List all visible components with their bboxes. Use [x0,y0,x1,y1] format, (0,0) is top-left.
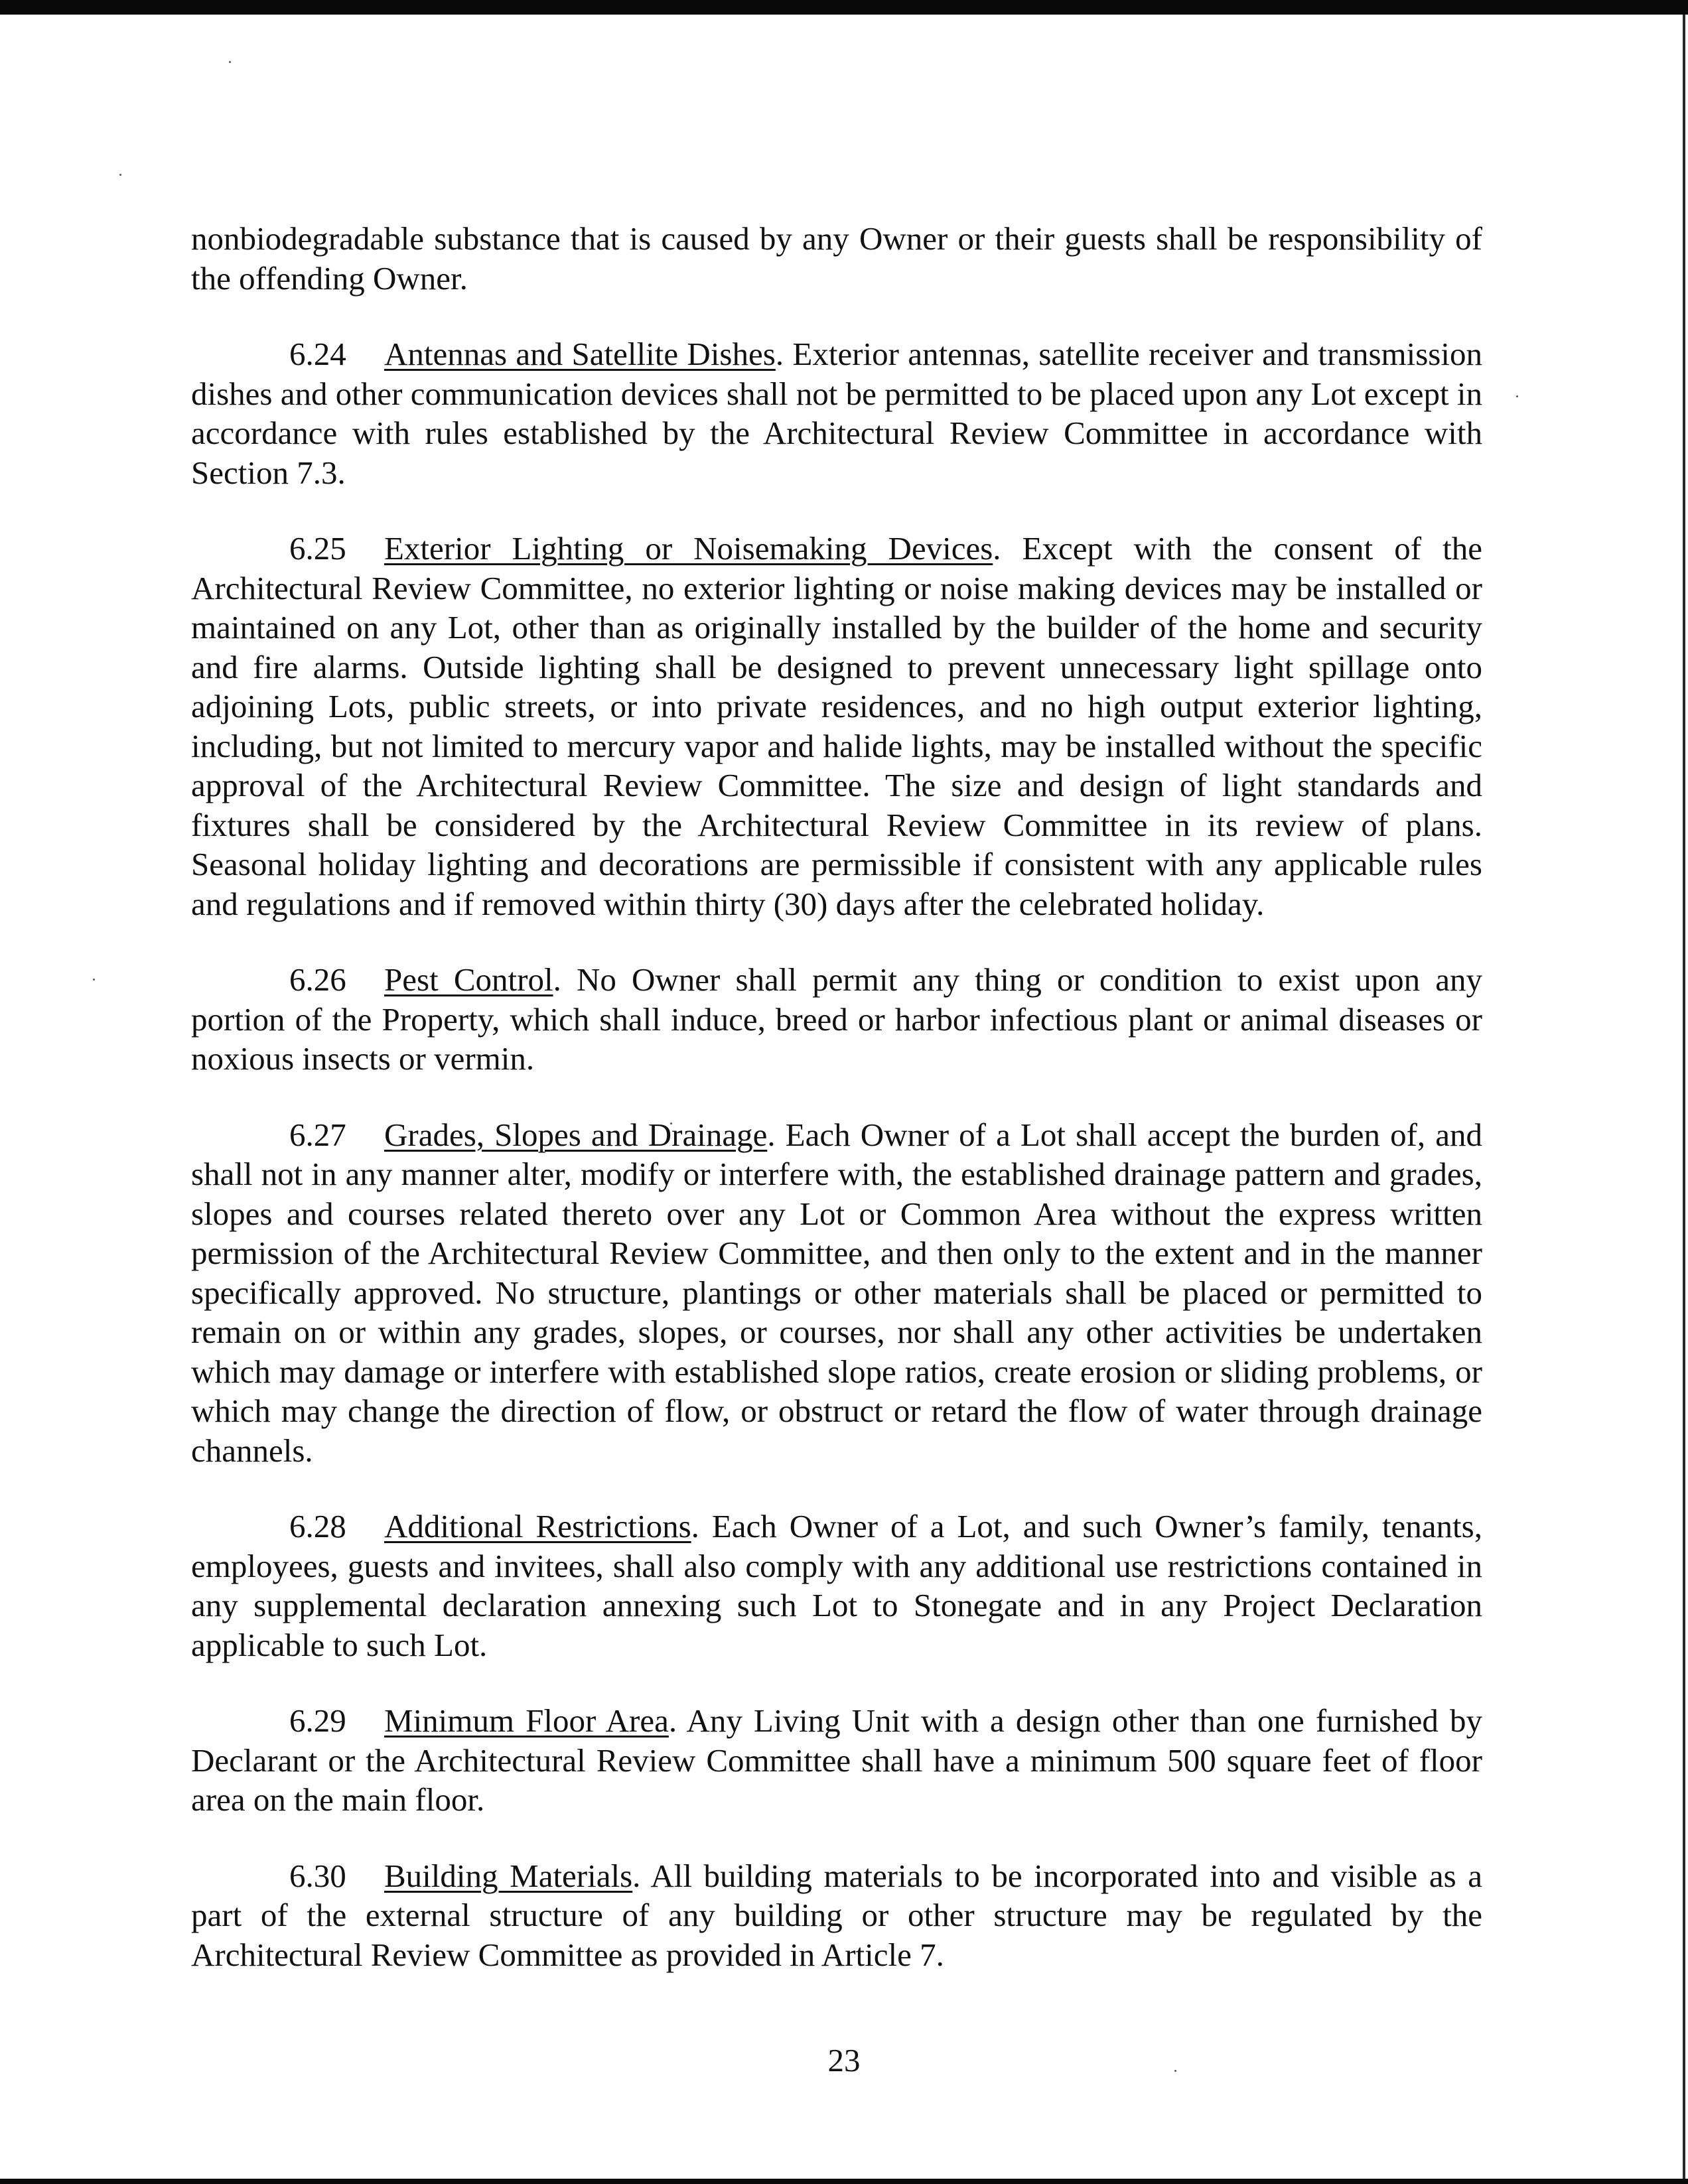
scan-top-border [0,0,1688,15]
section-6-27 [191,1115,1482,1471]
scan-bottom-border [0,2179,1688,2184]
section-text: . Any Living Unit with a design other than one furnished by Declarant or the Architectural Review Committee shall have a minimum 500 square feet of floor area on the main floor. [191,1702,1482,1818]
section-number: 6.26 [289,961,346,998]
section-6-25 [191,529,1482,923]
section-6-28 [191,1507,1482,1665]
section-6-26 [191,960,1482,1079]
page-number: 23 [827,2042,861,2079]
section-heading: Pest Control [384,961,553,998]
scan-right-edge [1683,15,1685,2179]
section-number: 6.30 [289,1857,346,1894]
section-heading: Antennas and Satellite Dishes [384,336,776,372]
section-number: 6.27 [289,1116,346,1153]
section-number: 6.25 [289,530,346,567]
section-6-29 [191,1701,1482,1820]
section-6-24 [191,334,1482,492]
section-text: . Each Owner of a Lot shall accept the burden of, and shall not in any manner alter, modify or interfere with, the established drainage pattern and grades, slopes and courses related thereto over any Lot or Common Area without the express written permission of the Architectural Review Committee, and then only to the extent and in the manner specifically approved. No structure, plantings or other materials shall be placed or permitted to remain on or within any grades, slopes, or courses, nor shall any other activities be undertaken which may damage or interfere with established slope ratios, create erosion or sliding problems, or which may change the direction of flow, or obstruct or retard the flow of water through drainage channels. [191,1116,1482,1469]
section-heading: Additional Restrictions [384,1508,691,1544]
section-text: . Each Owner of a Lot, and such Owner’s family, tenants, employees, guests and invitees, shall also comply with any additional use restrictions contained in any supplemental declaration annexing such Lot to Stonegate and in any Project Declaration applicable to such Lot. [191,1508,1482,1663]
scan-speck [119,174,121,176]
section-heading: Exterior Lighting or Noisemaking Devices [384,530,993,567]
section-number: 6.24 [289,336,346,372]
document-body [191,219,1482,2011]
section-text: . Exterior antennas, satellite receiver and transmission dishes and other communication devices shall not be permitted to be placed upon any Lot except in accordance with rules established by the Architectural Review Committee in accordance with Section 7.3. [191,336,1482,491]
section-6-30 [191,1856,1482,1975]
intro-paragraph: nonbiodegradable substance that is caused by any Owner or their guests shall be responsibility of the offending Owner. [191,220,1482,297]
scan-speck [229,61,231,63]
section-text: . Except with the consent of the Architectural Review Committee, no exterior lighting or noise making devices may be installed or maintained on any Lot, other than as originally installed by the builder of the home and security and fire alarms. Outside lighting shall be designed to prevent unnecessary light spillage onto adjoining Lots, public streets, or into private residences, and no high output exterior lighting, including, but not limited to mercury vapor and halide lights, may be installed without the specific approval of the Architectural Review Committee. The size and design of light standards and fixtures shall be considered by the Architectural Review Committee in its review of plans. Seasonal holiday lighting and decorations are permissible if consistent with any applicable rules and regulations and if removed within thirty (30) days after the celebrated holiday. [191,530,1482,922]
section-number: 6.29 [289,1702,346,1739]
scan-speck [93,979,95,981]
section-number: 6.28 [289,1508,346,1544]
section-heading: Building Materials [384,1857,633,1894]
section-text: . No Owner shall permit any thing or condition to exist upon any portion of the Property, which shall induce, breed or harbor infectious plant or animal diseases or noxious insects or vermin. [191,961,1482,1077]
section-text: . All building materials to be incorporated into and visible as a part of the external structure of any building or other structure may be regulated by the Architectural Review Committee as provided in Article 7. [191,1857,1482,1973]
section-heading: Minimum Floor Area [384,1702,669,1739]
scan-speck [1516,395,1518,397]
section-heading: Grades, Slopes and Drainage [384,1116,768,1153]
